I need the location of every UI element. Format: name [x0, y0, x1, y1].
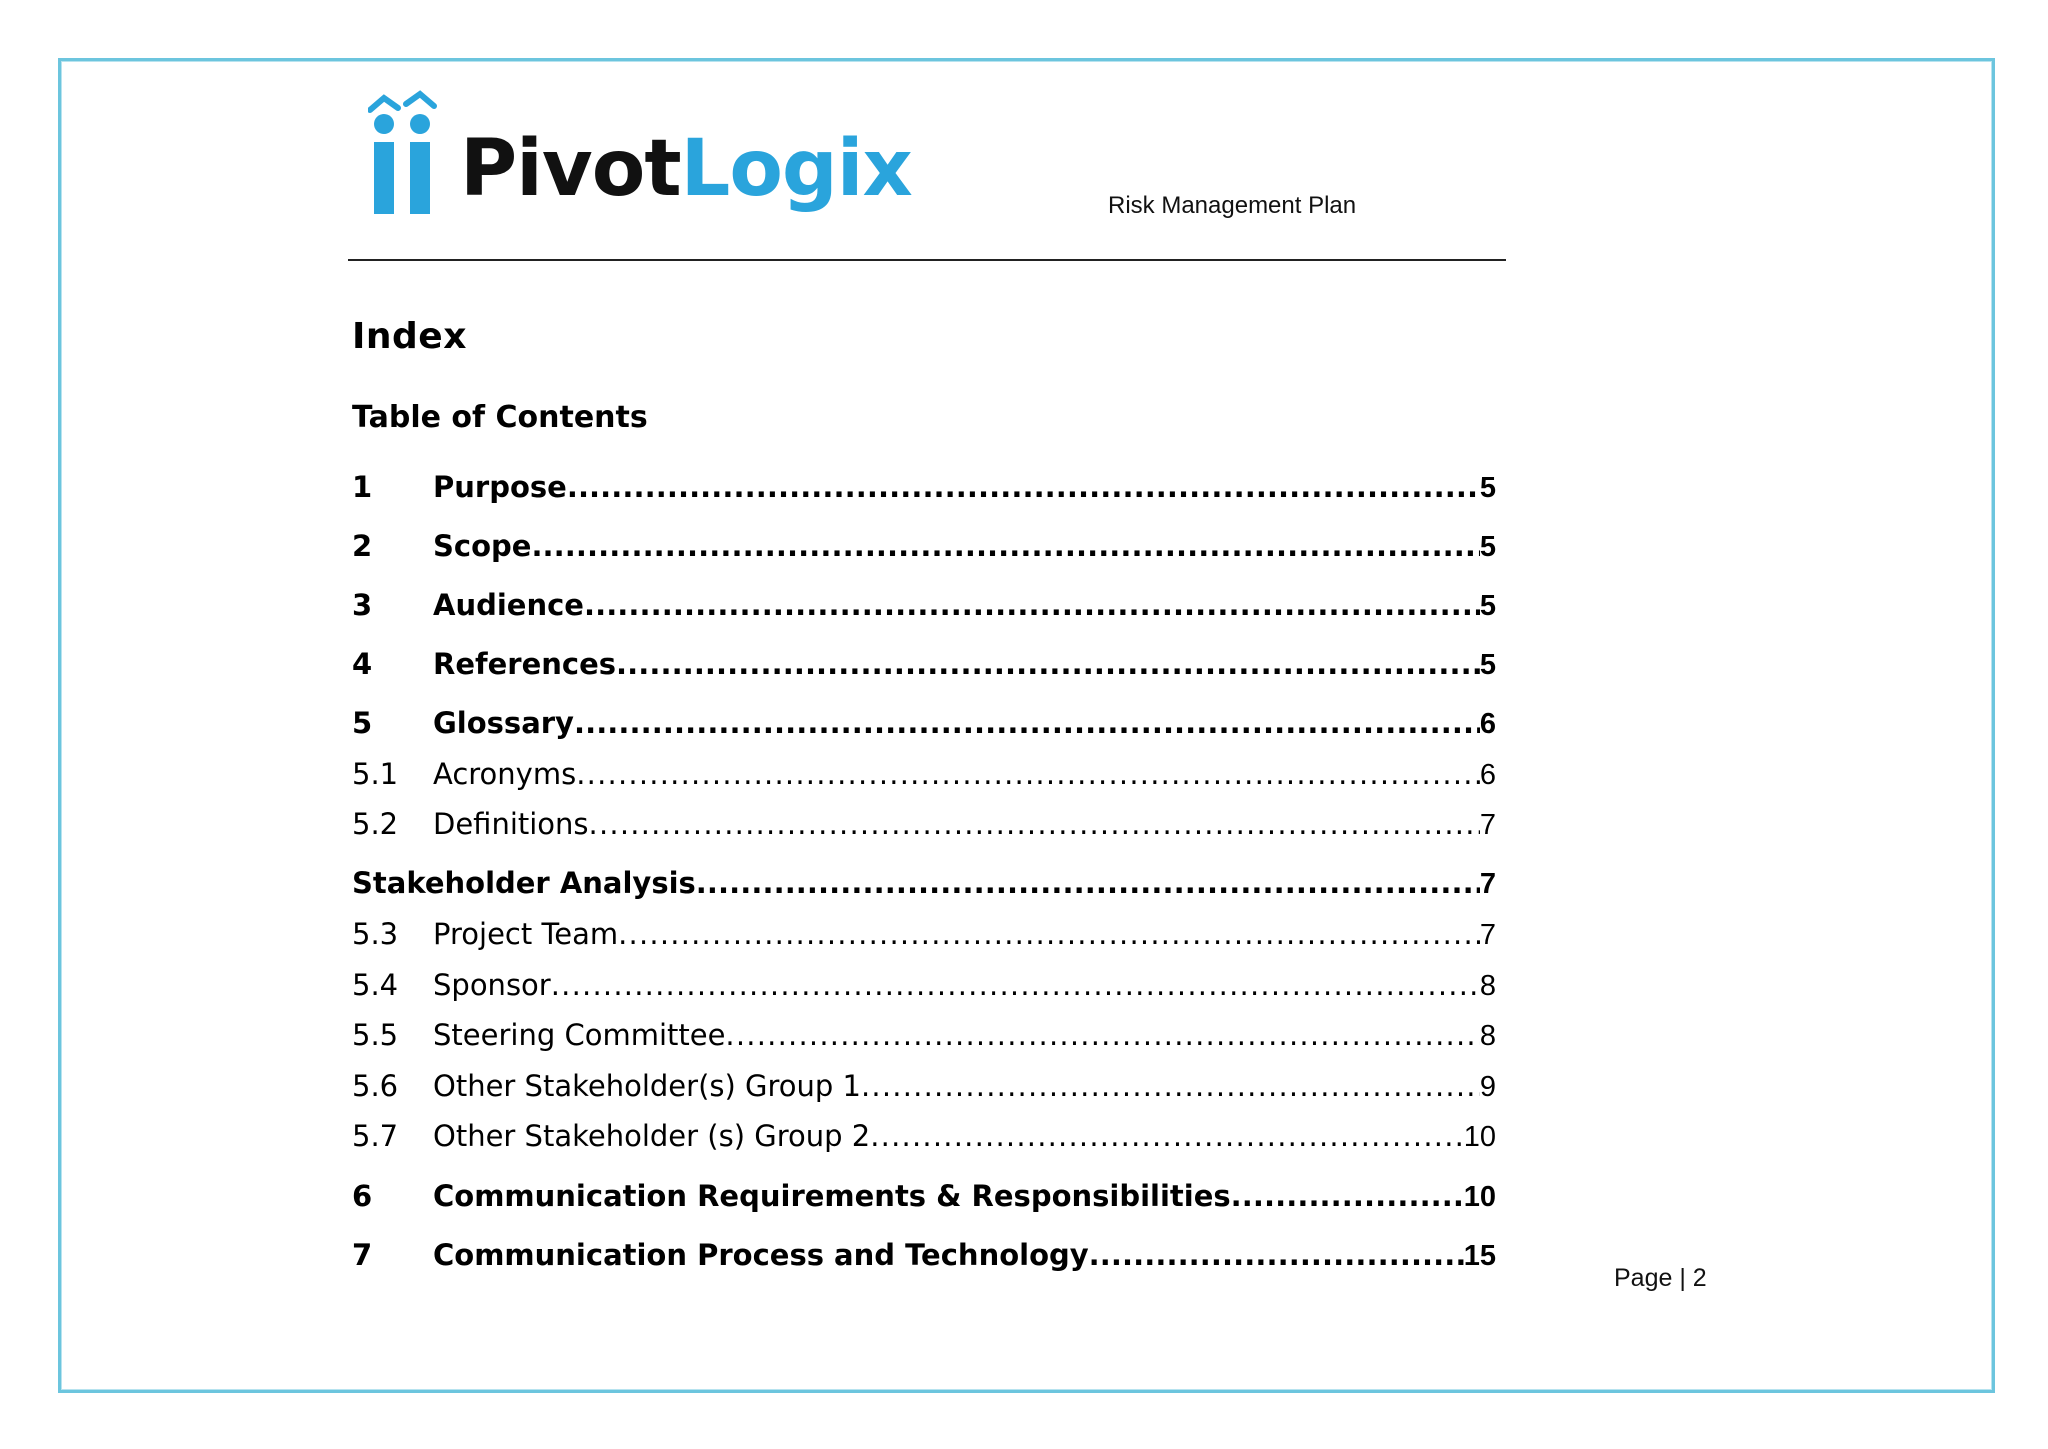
toc-entry-title: Communication Requirements & Responsibilities — [433, 1179, 1231, 1213]
toc-entry-page: 8 — [1479, 970, 1496, 1002]
document-title: Risk Management Plan — [1108, 192, 1357, 219]
toc-entry-page: 7 — [1479, 809, 1496, 841]
toc-dot-leader — [574, 706, 1480, 740]
company-logo — [368, 90, 912, 220]
toc-entry-page: 9 — [1479, 1071, 1496, 1103]
toc-dot-leader — [1089, 1238, 1464, 1272]
toc-entry[interactable] — [352, 807, 1496, 842]
toc-entry[interactable] — [352, 866, 1496, 901]
toc-dot-leader — [589, 807, 1480, 841]
toc-entry[interactable] — [352, 968, 1496, 1003]
toc-dot-leader — [618, 917, 1480, 951]
toc-entry[interactable] — [352, 917, 1496, 952]
toc-entry-page: 5 — [1479, 649, 1496, 681]
toc-entry-title: Project Team — [433, 917, 619, 951]
toc-entry-number: 5.2 — [352, 807, 399, 841]
toc-dot-leader — [576, 757, 1480, 791]
toc-entry-number: 4 — [352, 647, 373, 681]
toc-dot-leader — [1231, 1179, 1464, 1213]
toc-entry-number: 5.4 — [352, 968, 399, 1002]
toc-entry-title: Other Stakeholder(s) Group 1 — [433, 1069, 861, 1103]
toc-dot-leader — [870, 1119, 1464, 1153]
toc-entry-number: 1 — [352, 470, 373, 504]
toc-entry-page: 7 — [1479, 919, 1496, 951]
toc-entry-number: 2 — [352, 529, 373, 563]
toc-heading: Table of Contents — [352, 400, 648, 435]
toc-entry-title: Acronyms — [433, 757, 577, 791]
toc-entry-number: 3 — [352, 588, 373, 622]
index-heading: Index — [352, 316, 467, 357]
toc-entry-title: Other Stakeholder (s) Group 2 — [433, 1119, 871, 1153]
toc-entry-page: 5 — [1479, 590, 1496, 622]
toc-entry-title: References — [433, 647, 617, 681]
toc-entry-page: 7 — [1479, 868, 1496, 900]
toc-entry-page: 15 — [1463, 1240, 1496, 1272]
toc-dot-leader — [696, 866, 1480, 900]
toc-dot-leader — [616, 647, 1480, 681]
logo-text-dark: Pivot — [460, 124, 681, 214]
toc-entry-number: 5.1 — [352, 757, 399, 791]
toc-entry[interactable] — [352, 588, 1496, 623]
toc-entry-number: 5.5 — [352, 1018, 399, 1052]
toc-entry-title: Glossary — [433, 706, 574, 740]
toc-entry-number: 6 — [352, 1179, 373, 1213]
toc-entry-page: 5 — [1479, 472, 1496, 504]
toc-entry-page: 6 — [1479, 759, 1496, 791]
toc-entry-number: 7 — [352, 1238, 373, 1272]
toc-entry-page: 10 — [1463, 1121, 1496, 1153]
toc-entry-number: 5.3 — [352, 917, 399, 951]
logo-wordmark — [460, 124, 912, 214]
toc-entry[interactable] — [352, 1238, 1496, 1273]
toc-dot-leader — [567, 470, 1480, 504]
header-divider — [348, 259, 1506, 261]
toc-dot-leader — [584, 588, 1480, 622]
page-number: Page | 2 — [1614, 1264, 1707, 1292]
toc-entry-title: Scope — [433, 529, 532, 563]
toc-entry-page: 6 — [1479, 708, 1496, 740]
toc-entry-title: Definitions — [433, 807, 589, 841]
toc-entry[interactable] — [352, 757, 1496, 792]
toc-entry-number: 5.6 — [352, 1069, 399, 1103]
toc-entry-title: Steering Committee — [433, 1018, 726, 1052]
toc-entry[interactable] — [352, 706, 1496, 741]
toc-entry[interactable] — [352, 647, 1496, 682]
logo-people-icon — [368, 90, 438, 220]
toc-entry-number: 5 — [352, 706, 373, 740]
toc-entry-title: Purpose — [433, 470, 567, 504]
toc-dot-leader — [551, 968, 1480, 1002]
toc-entry[interactable] — [352, 1018, 1496, 1053]
toc-entry-page: 5 — [1479, 531, 1496, 563]
toc-dot-leader — [861, 1069, 1480, 1103]
logo-text-light: Logix — [680, 124, 912, 214]
toc-entry-title: Stakeholder Analysis — [352, 866, 696, 900]
toc-entry[interactable] — [352, 1069, 1496, 1104]
toc-dot-leader — [725, 1018, 1479, 1052]
toc-entry-page: 10 — [1463, 1181, 1496, 1213]
toc-entry-page: 8 — [1479, 1020, 1496, 1052]
toc-entry[interactable] — [352, 470, 1496, 505]
toc-entry[interactable] — [352, 1119, 1496, 1154]
toc-entry-title: Sponsor — [433, 968, 551, 1002]
toc-entry-number: 5.7 — [352, 1119, 399, 1153]
toc-entry[interactable] — [352, 1179, 1496, 1214]
toc-dot-leader — [531, 529, 1479, 563]
toc-entry[interactable] — [352, 529, 1496, 564]
toc-entry-title: Audience — [433, 588, 584, 622]
toc-entry-title: Communication Process and Technology — [433, 1238, 1089, 1272]
